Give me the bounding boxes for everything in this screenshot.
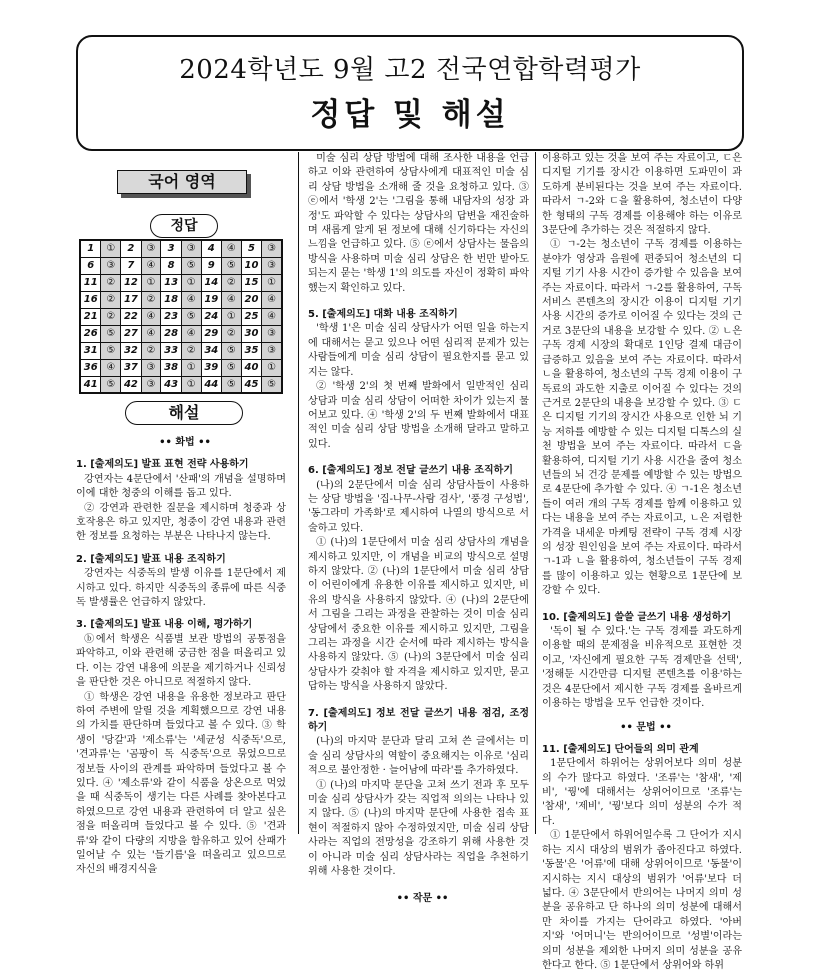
question-9-body-2: ① ㄱ-2는 청소년이 구독 경제를 이용하는 분야가 영상과 음원에 편중되어 청소년의 디지털 기기 사용 시간이 증가할 수 있음을 보여 주는 자료이다. 따라서 ㄱ-2를 활용하여, 구독 서비스 콘텐츠의 장시간 이용이 디지털 기기 사용 시간의 증가로 이어질 수 있다는 것의 근거로 3문단의 내용을 보강할 수 있다. ② ㄴ은 구독 경제 시장의 확대로 1인당 결제 대금이 급증하고 있음을 보여 주는 자료이다. 따라서 ㄴ을 활용하여, 청소년의 구독 경제 이용이 구독료의 과도한 지출로 이어질 수 있다는 것의 근거로 2문단의 내용을 보강할 수 있다. ③ ㄷ은 디지털 기기의 장시간 사용으로 인한 뇌 기능 저하를 예방할 수 있는 디지털 디톡스의 실천 방법을 보여 주는 자료이다. 따라서 ㄷ을 활용하여, 디지털 기기 사용 시간을 줄여 청소년들의 뇌 건강 문제를 예방할 수 있는 방법으로 4문단에 추가할 수 있다. ④ ㄱ-1은 청소년들이 여러 개의 구독 경제를 함께 이용하고 있다는 내용을 보여 주는 자료이고, ㄴ은 저렴한 가격을 내세운 마케팅 전략이 구독 경제 시장의 성장 원인임을 보여 주는 자료이다. 따라서 ㄱ-1과 ㄴ을 활용하여, 청소년들이 구독 경제를 많이 이용하고 있는 현황으로 1문단에 보강할 수 있다. [542, 239, 742, 597]
question-number: 31 [80, 342, 101, 359]
answer-choice: ② [101, 308, 121, 325]
question-number: 15 [241, 274, 261, 291]
answer-choice: ④ [262, 291, 282, 308]
question-number: 11 [80, 274, 101, 291]
subject-area-label: 국어 영역 [117, 170, 247, 194]
answer-choice: ④ [101, 359, 121, 376]
question-7-body: (나)의 마지막 문단과 달리 고쳐 쓴 글에서는 미술 심리 상담사의 역할이 중요해지는 이유로 '심리적으로 불안정한 · 늘어남에 따라'를 추가하였다. [308, 736, 529, 777]
question-number: 9 [201, 257, 221, 274]
question-number: 28 [161, 325, 181, 342]
question-number: 34 [201, 342, 221, 359]
question-6-body-2: ① (나)의 1문단에서 미술 심리 상담사의 개념을 제시하고 있지만, 이 개념을 비교의 방식으로 설명하지 않았다. ② (나)의 1문단에서 미술 심리 상담이 어린이에게 유용한 이유를 제시하고 있지만, 비유의 방식을 사용하지 않았다. ④ (나)의 2문단에서 그림을 그리는 과정을 관찰하는 것이 미술 심리 상담에서 중요한 이유를 제시하고 있지만, 그림을 그리는 과정을 시간 순서에 따라 제시하는 방식을 사용하지 않았다. ⑤ (나)의 3문단에서 미술 심리 상담사가 갖춰야 할 자격을 제시하고 있지만, 묻고 답하는 방식을 사용하지 않았다. [308, 537, 529, 693]
question-number: 37 [121, 359, 141, 376]
column-divider-right [535, 152, 536, 834]
answer-row [80, 325, 282, 342]
question-5-body: '학생 1'은 미술 심리 상담사가 어떤 일을 하는지에 대해서는 묻고 있으나 어떤 심리적 문제가 있는 사람들에게 미술 심리 상담이 필요한지를 묻고 있지는 않다. [308, 323, 529, 378]
answer-choice: ② [101, 274, 121, 291]
question-number: 1 [80, 240, 101, 257]
answer-heading: 정답 [150, 214, 218, 238]
question-4-continued: 미술 심리 상담 방법에 대해 조사한 내용을 언급하고 이와 관련하여 상담사에게 대표적인 미술 심리 상담 방법을 소개해 줄 것을 요청하고 있다. ③ ⓔ에서 '학생 2'는 '그림을 통해 내담자의 성장 과정'도 파악할 수 있다는 상담사의 답변을 재진술하며 새롭게 알게 된 정보에 대해 신기하다는 자신의 느낌을 언급하고 있다. ⑤ ⓔ에서 상담사는 물음의 방식을 사용하며 미술 심리 상담은 한 번만 받아도 되는지 묻는 '학생 1'의 의도를 자신이 정확히 파악했는지 확인하고 있다. [308, 153, 529, 294]
question-number: 43 [161, 376, 181, 393]
question-number: 33 [161, 342, 181, 359]
question-10-body: '독이 될 수 있다.'는 구독 경제를 과도하게 이용할 때의 문제점을 비유적으로 표현한 것이고, '자신에게 필요한 구독 경제만을 선택', '정해둔 시간만큼 디지털 콘텐츠를 이용'하는 것은 4문단에서 제시한 구독 경제를 올바르게 이용하는 방법을 모두 언급한 것이다. [542, 626, 742, 710]
section-speech-heading: •• 화법 •• [159, 437, 211, 448]
question-number: 22 [121, 308, 141, 325]
right-column [542, 152, 742, 973]
answer-choice: ⑤ [222, 359, 242, 376]
header-box [76, 35, 744, 151]
answer-choice: ① [262, 274, 282, 291]
answer-choice: ③ [141, 376, 161, 393]
answer-row [80, 257, 282, 274]
answer-choice: ④ [181, 325, 201, 342]
section-writing-heading: •• 작문 •• [396, 892, 449, 904]
question-7-heading: 7. [출제의도] 정보 전달 글쓰기 내용 점검, 조정하기 [308, 707, 529, 734]
question-number: 24 [201, 308, 221, 325]
question-number: 4 [201, 240, 221, 257]
answer-choice: ③ [262, 325, 282, 342]
question-number: 12 [121, 274, 141, 291]
question-number: 7 [121, 257, 141, 274]
answer-choice: ④ [141, 325, 161, 342]
question-number: 10 [241, 257, 261, 274]
question-5-body-2: ② '학생 2'의 첫 번째 발화에서 일반적인 심리 상담과 미술 심리 상담이 어떠한 차이가 있는지 물어보고 있다. ④ '학생 2'의 두 번째 발화에서 대표적인 미술 심리 상담 방법을 소개해 달라고 말하고 있다. [308, 381, 529, 450]
question-9-continued: 이용하고 있는 것을 보여 주는 자료이고, ㄷ은 디지털 기기를 장시간 이용하면 도파민이 과도하게 분비된다는 것을 보여 주는 자료이다. 따라서 ㄱ-2와 ㄷ을 활용하여, 청소년이 다양한 형태의 구독 경제를 이용해야 하는 이유로 3문단에 추가하는 것은 적절하지 않다. [542, 153, 742, 237]
answer-choice: ④ [141, 257, 161, 274]
question-number: 30 [241, 325, 261, 342]
question-number: 44 [201, 376, 221, 393]
answer-choice: ⑤ [222, 342, 242, 359]
left-column-text [76, 436, 286, 878]
question-number: 2 [121, 240, 141, 257]
question-number: 14 [201, 274, 221, 291]
question-number: 21 [80, 308, 101, 325]
answer-table [79, 239, 283, 394]
answer-choice: ⑤ [101, 325, 121, 342]
question-number: 3 [161, 240, 181, 257]
exam-subtitle: 2024학년도 9월 고2 전국연합학력평가 [179, 55, 641, 85]
question-number: 18 [161, 291, 181, 308]
question-10-heading: 10. [출제의도] 쓸쓸 글쓰기 내용 생성하기 [542, 611, 732, 623]
question-3-heading: 3. [출제의도] 발표 내용 이해, 평가하기 [76, 619, 253, 631]
question-number: 13 [161, 274, 181, 291]
question-number: 6 [80, 257, 101, 274]
answer-choice: ① [262, 359, 282, 376]
answer-row [80, 240, 282, 257]
answer-choice: ④ [222, 240, 242, 257]
answer-row [80, 308, 282, 325]
answer-choice: ⑤ [101, 376, 121, 393]
answer-row [80, 291, 282, 308]
answer-choice: ② [222, 274, 242, 291]
question-number: 5 [241, 240, 261, 257]
question-number: 32 [121, 342, 141, 359]
answer-choice: ② [101, 291, 121, 308]
answer-choice: ④ [262, 308, 282, 325]
answer-row [80, 274, 282, 291]
question-number: 42 [121, 376, 141, 393]
question-number: 40 [241, 359, 261, 376]
answer-choice: ③ [262, 257, 282, 274]
answer-choice: ⑤ [181, 308, 201, 325]
answer-choice: ⑤ [181, 257, 201, 274]
question-number: 36 [80, 359, 101, 376]
question-5-heading: 5. [출제의도] 대화 내용 조직하기 [308, 309, 458, 321]
question-number: 41 [80, 376, 101, 393]
answer-choice: ② [141, 342, 161, 359]
answer-choice: ① [141, 274, 161, 291]
answer-choice: ④ [222, 291, 242, 308]
answer-choice: ③ [141, 240, 161, 257]
question-number: 26 [80, 325, 101, 342]
middle-column [308, 152, 529, 906]
answer-choice: ⑤ [222, 376, 242, 393]
answer-choice: ② [181, 342, 201, 359]
answer-choice: ③ [101, 257, 121, 274]
answer-choice: ② [141, 291, 161, 308]
question-number: 17 [121, 291, 141, 308]
question-1-body: 강연자는 4문단에서 '산패'의 개념을 설명하며 이에 대한 청중의 이해를 돕고 있다. [76, 473, 286, 500]
question-number: 16 [80, 291, 101, 308]
explanation-heading: 해설 [125, 401, 243, 425]
question-2-body: 강연자는 식중독의 발생 이유를 1문단에서 제시하고 있다. 하지만 식중독의 종류에 따른 식중독 발생률은 언급하지 않았다. [76, 568, 286, 609]
question-number: 29 [201, 325, 221, 342]
question-11-body-2: ① 1문단에서 하위어일수록 그 단어가 지시하는 지시 대상의 범위가 좁아진다고 하였다. '동물'은 '어류'에 대해 상위어이므로 '동물'이 지시하는 지시 대상의 범위가 '어류'보다 더 넓다. ④ 3문단에서 반의어는 나머지 의미 성분을 공유하고 단 하나의 의미 성분에 대해서만 차이를 가지는 단어라고 하였다. '아버지'와 '어머니'는 반의어이므로 '성별'이라는 의미 성분을 제외한 나머지 의미 성분을 공유한다고 한다. ⑤ 1문단에서 상위어와 하위 [542, 830, 742, 971]
question-number: 25 [241, 308, 261, 325]
answer-choice: ③ [262, 240, 282, 257]
answer-choice: ④ [141, 308, 161, 325]
answer-choice: ① [181, 359, 201, 376]
question-number: 20 [241, 291, 261, 308]
question-6-body: (나)의 2문단에서 미술 심리 상담사들이 사용하는 상담 방법을 '집-나무-사람 검사', '풍경 구성법', '동그라미 가족화'로 제시하여 나열의 방식으로 서술하고 있다. [308, 479, 529, 534]
answer-row [80, 342, 282, 359]
question-number: 45 [241, 376, 261, 393]
answer-choice: ⑤ [262, 376, 282, 393]
question-7-body-2: ① (나)의 마지막 문단을 고쳐 쓰기 전과 후 모두 미술 심리 상담사가 갖는 직업적 의의는 나타나 있지 않다. ⑤ (나)의 마지막 문단에 사용한 접속 표현이 적절하지 않아 수정하였지만, 미술 심리 상담사라는 직업의 전망성을 강조하기 위해 사용한 것이 아니라 미술 심리 상담사라는 직업을 추천하기 위해 사용한 것이다. [308, 779, 529, 878]
question-11-body: 1문단에서 하위어는 상위어보다 의미 성분의 수가 많다고 하였다. '조류'는 '참새', '제비', '꿩'에 대해서는 상위어이므로 '조류'는 '참새', '제비', '꿩'보다 의미 성분의 수가 적다. [542, 758, 742, 827]
answer-choice: ① [181, 376, 201, 393]
question-number: 39 [201, 359, 221, 376]
answer-choice: ① [181, 274, 201, 291]
answer-choice: ③ [141, 359, 161, 376]
question-3-body: ⓑ에서 학생은 식품별 보관 방법의 공통점을 파악하고, 이와 관련해 궁금한 점을 떠올리고 있다. 이는 강연 내용에 의문을 제기하거나 신뢰성을 판단한 것은 아니므로 적절하지 않다. [76, 633, 286, 689]
answer-row [80, 376, 282, 393]
page-title: 정답 및 해설 [310, 97, 510, 133]
answer-choice: ⑤ [222, 257, 242, 274]
question-number: 38 [161, 359, 181, 376]
question-number: 8 [161, 257, 181, 274]
answer-choice: ② [222, 325, 242, 342]
answer-choice: ③ [262, 342, 282, 359]
answer-choice: ① [101, 240, 121, 257]
answer-choice: ① [222, 308, 242, 325]
question-3-body-2: ① 학생은 강연 내용을 유용한 정보라고 판단하여 주변에 알릴 것을 계획했으므로 강연 내용의 가치를 판단하며 들었다고 볼 수 있다. ③ 학생이 '당갈'과 '제소류'는 '세균성 식중독'으로, '견과류'는 '곰팡이 독 식중독'으로 묶었으므로 정보들 사이의 관계를 파악하며 들었다고 볼 수 있다. ④ '제소류'와 같이 식품을 상온으로 먹었을 때 식중독이 생기는 다른 사례를 찾아본다고 하였으므로 강연 내용과 관련하여 더 알고 싶은 점을 떠올리며 들었다고 볼 수 있다. ⑤ '견과류'와 같이 다량의 지방을 함유하고 있어 산패가 일어날 수 있는 '들기름'을 떠올리고 있으므로 자신의 배경지식을 [76, 691, 286, 876]
question-11-heading: 11. [출제의도] 단어들의 의미 관계 [542, 743, 699, 755]
answer-choice: ③ [181, 240, 201, 257]
answer-choice: ④ [181, 291, 201, 308]
answer-choice: ⑤ [101, 342, 121, 359]
question-1-heading: 1. [출제의도] 발표 표현 전략 사용하기 [76, 459, 249, 471]
subject-area-tab [117, 170, 249, 196]
question-number: 23 [161, 308, 181, 325]
question-1-body-2: ② 강연과 관련한 질문을 제시하며 청중과 상호작용은 하고 있지만, 청중이 강연 내용과 관련한 정보를 요청하는 부분은 나타나지 않는다. [76, 502, 286, 543]
question-number: 35 [241, 342, 261, 359]
question-6-heading: 6. [출제의도] 정보 전달 글쓰기 내용 조직하기 [308, 465, 514, 477]
answer-row [80, 359, 282, 376]
question-number: 19 [201, 291, 221, 308]
section-grammar-heading: •• 문법 •• [620, 722, 672, 734]
column-divider-left [298, 152, 299, 834]
question-2-heading: 2. [출제의도] 발표 내용 조직하기 [76, 553, 226, 565]
question-number: 27 [121, 325, 141, 342]
